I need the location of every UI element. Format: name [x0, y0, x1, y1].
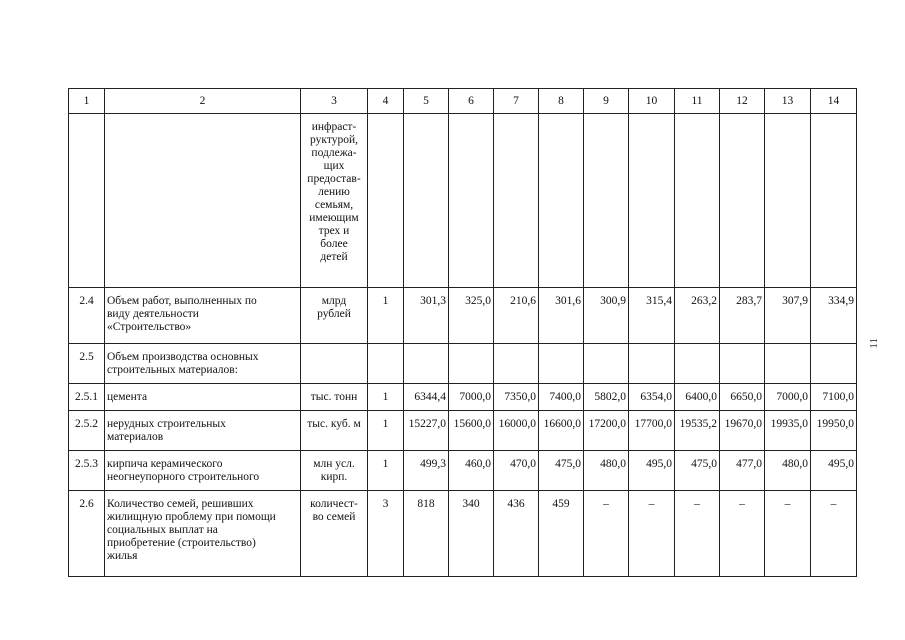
value-cell [494, 344, 539, 384]
value-cell: 19535,2 [675, 411, 720, 451]
column-number: 7 [494, 89, 539, 114]
value-cell: 283,7 [720, 288, 765, 344]
value-cell: 17700,0 [629, 411, 675, 451]
row-number: 2.5 [69, 344, 105, 384]
row-indicator-name: Объем производства основных строительных материалов: [105, 344, 301, 384]
value-cell: 300,9 [584, 288, 629, 344]
row-number: 2.5.3 [69, 451, 105, 491]
value-cell: 16000,0 [494, 411, 539, 451]
value-cell: 301,3 [404, 288, 449, 344]
column-number: 6 [449, 89, 494, 114]
row-cell [675, 114, 720, 288]
row-unit: тыс. тонн [301, 384, 368, 411]
value-cell: 499,3 [404, 451, 449, 491]
value-cell: 15600,0 [449, 411, 494, 451]
row-cell: 1 [368, 288, 404, 344]
column-number: 4 [368, 89, 404, 114]
row-cell: 1 [368, 411, 404, 451]
column-number: 13 [765, 89, 811, 114]
value-cell: 6344,4 [404, 384, 449, 411]
row-unit: млн усл. кирп. [301, 451, 368, 491]
row-indicator-name: цемента [105, 384, 301, 411]
value-cell: 315,4 [629, 288, 675, 344]
column-number: 9 [584, 89, 629, 114]
value-cell: 6400,0 [675, 384, 720, 411]
row-indicator-name: нерудных строительных материалов [105, 411, 301, 451]
value-cell: 7100,0 [811, 384, 857, 411]
page-number: 11 [868, 338, 880, 349]
value-cell: 7350,0 [494, 384, 539, 411]
row-indicator-name: Количество семей, решивших жилищную проблему при помощи социальных выплат на приобретение (строительство) жилья [105, 491, 301, 577]
row-cell [629, 114, 675, 288]
value-cell: 459 [539, 491, 584, 577]
value-cell: 19950,0 [811, 411, 857, 451]
value-cell: 301,6 [539, 288, 584, 344]
row-cell [811, 114, 857, 288]
row-cell [494, 114, 539, 288]
value-cell: – [811, 491, 857, 577]
value-cell: 15227,0 [404, 411, 449, 451]
value-cell [675, 344, 720, 384]
row-number: 2.5.2 [69, 411, 105, 451]
value-cell: 5802,0 [584, 384, 629, 411]
table-row [69, 451, 857, 491]
table-row [69, 384, 857, 411]
value-cell [765, 344, 811, 384]
row-number: 2.4 [69, 288, 105, 344]
row-unit [301, 344, 368, 384]
row-indicator-name [105, 114, 301, 288]
value-cell [811, 344, 857, 384]
row-cell [368, 344, 404, 384]
value-cell: 475,0 [539, 451, 584, 491]
value-cell: – [720, 491, 765, 577]
value-cell [539, 344, 584, 384]
value-cell: 477,0 [720, 451, 765, 491]
value-cell: 495,0 [811, 451, 857, 491]
row-cell: 1 [368, 451, 404, 491]
value-cell: – [675, 491, 720, 577]
table-row [69, 288, 857, 344]
value-cell [629, 344, 675, 384]
value-cell: 19935,0 [765, 411, 811, 451]
value-cell: 460,0 [449, 451, 494, 491]
value-cell: 325,0 [449, 288, 494, 344]
row-cell [584, 114, 629, 288]
column-number-row [69, 89, 857, 114]
value-cell: 7400,0 [539, 384, 584, 411]
row-indicator-name: кирпича керамического неогнеупорного строительного [105, 451, 301, 491]
column-number: 3 [301, 89, 368, 114]
value-cell: – [584, 491, 629, 577]
column-number: 5 [404, 89, 449, 114]
row-unit: млрд рублей [301, 288, 368, 344]
row-number: 2.6 [69, 491, 105, 577]
value-cell [720, 344, 765, 384]
value-cell: 480,0 [584, 451, 629, 491]
row-cell [449, 114, 494, 288]
value-cell: 6354,0 [629, 384, 675, 411]
column-number: 2 [105, 89, 301, 114]
column-number: 1 [69, 89, 105, 114]
row-indicator-name: Объем работ, выполненных по виду деятельности «Строительство» [105, 288, 301, 344]
table-row [69, 344, 857, 384]
table-row [69, 491, 857, 577]
column-number: 8 [539, 89, 584, 114]
row-cell [720, 114, 765, 288]
row-cell [539, 114, 584, 288]
row-unit: тыс. куб. м [301, 411, 368, 451]
row-cell: 3 [368, 491, 404, 577]
value-cell: 495,0 [629, 451, 675, 491]
row-cell [765, 114, 811, 288]
value-cell [449, 344, 494, 384]
value-cell: 16600,0 [539, 411, 584, 451]
value-cell: 307,9 [765, 288, 811, 344]
data-table [68, 88, 857, 577]
value-cell: 7000,0 [765, 384, 811, 411]
column-number: 12 [720, 89, 765, 114]
value-cell: 340 [449, 491, 494, 577]
row-cell: 1 [368, 384, 404, 411]
row-number: 2.5.1 [69, 384, 105, 411]
value-cell: 6650,0 [720, 384, 765, 411]
row-unit: количест- во семей [301, 491, 368, 577]
column-number: 14 [811, 89, 857, 114]
value-cell: 480,0 [765, 451, 811, 491]
column-number: 11 [675, 89, 720, 114]
value-cell: 210,6 [494, 288, 539, 344]
value-cell: 475,0 [675, 451, 720, 491]
value-cell [584, 344, 629, 384]
column-number: 10 [629, 89, 675, 114]
value-cell: 263,2 [675, 288, 720, 344]
value-cell [404, 344, 449, 384]
value-cell: 818 [404, 491, 449, 577]
value-cell: 7000,0 [449, 384, 494, 411]
continuation-row [69, 114, 857, 288]
table-row [69, 411, 857, 451]
value-cell: 436 [494, 491, 539, 577]
value-cell: 17200,0 [584, 411, 629, 451]
value-cell: – [765, 491, 811, 577]
row-unit: инфраст- руктурой, подлежа- щих предостав- лению семьям, имеющим трех и более детей [301, 114, 368, 288]
row-cell [404, 114, 449, 288]
value-cell: – [629, 491, 675, 577]
row-cell [368, 114, 404, 288]
value-cell: 334,9 [811, 288, 857, 344]
value-cell: 19670,0 [720, 411, 765, 451]
row-number [69, 114, 105, 288]
value-cell: 470,0 [494, 451, 539, 491]
